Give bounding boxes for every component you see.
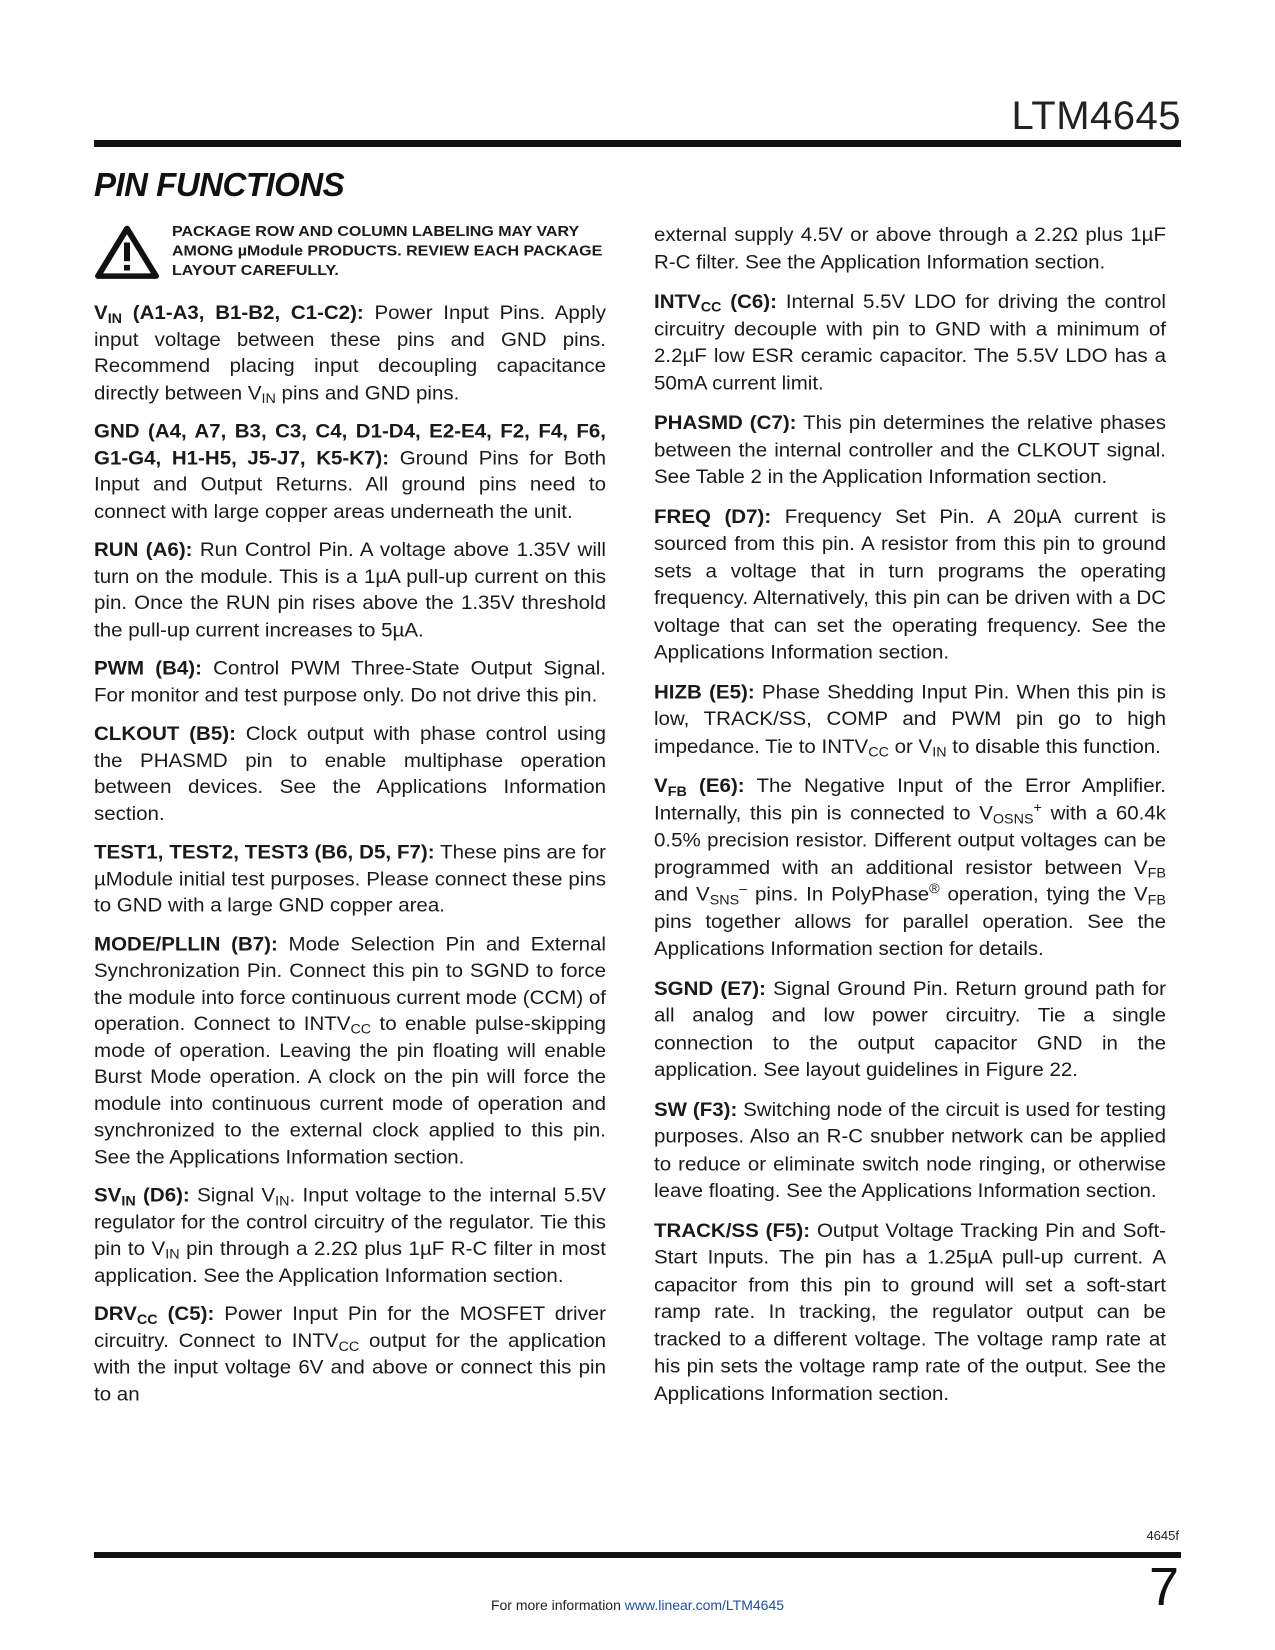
pin-entry-sw: SW (F3): Switching node of the circuit is used for testing purposes. Also an R-C snubber network can be applied to reduce or eliminate switch node ringing, or otherwise leave floating. See the Applications Information section.	[654, 1098, 1166, 1202]
page-number: 7	[1148, 1557, 1179, 1617]
pin-entry-svin: $SV_{IN}$ (D6): Signal $V_{IN}$. Input voltage to the internal 5.5V regulator for the control circuitry of the regulator. Tie this pin to $V_{IN}$ pin through a 2.2Ω plus 1µF R-C filter in most application. See the Application Information section.	[94, 1184, 606, 1287]
pin-entry-vin: $V_{IN}$ (A1-A3, B1-B2, C1-C2): Power Input Pins. Apply input voltage between these pins and GND pins. Recommend placing input decoupling capacitance directly between $V_{IN}$ pins and GND pins.	[94, 302, 607, 407]
pin-entry-mode-pllin: MODE/PLLIN (B7): Mode Selection Pin and External Synchronization Pin. Connect this pin to SGND to force the module into force continuous current mode (CCM) of operation. Connect to $INTV_{CC}$ to enable pulse-skipping mode of operation. Leaving the pin floating will enable Burst Mode operation. A clock on the pin will force the module into continuous current mode of operation and synchronized to the external clock applied to this pin. See the Applications Information section.	[94, 933, 606, 1168]
pin-entry-pwm: PWM (B4): Control PWM Three-State Output Signal. For monitor and test purpose only. Do not drive this pin.	[94, 657, 607, 706]
pin-entry-drvcc: $DRV_{CC}$ (C5): Power Input Pin for the MOSFET driver circuitry. Connect to $INTV_{CC}$ output for the application with the input voltage 6V and above or connect this pin to an	[94, 1303, 606, 1405]
pin-entry-phasmd: PHASMD (C7): This pin determines the relative phases between the internal controller and the CLKOUT signal. See Table 2 in the Application Information section.	[654, 411, 1167, 488]
section-title: PIN FUNCTIONS	[94, 166, 345, 203]
left-column	[94, 222, 606, 1420]
pin-entry-sgnd: SGND (E7): Signal Ground Pin. Return ground path for all analog and low power circuitry. Tie a single connection to the output capacitor GND in the application. See layout guidelines in Figure 22.	[654, 977, 1166, 1081]
footer-label: For more information	[490, 1597, 625, 1613]
pin-entry-intvcc: $INTV_{CC}$ (C6): Internal 5.5V LDO for driving the control circuitry decouple with pin to GND with a minimum of 2.2µF low ESR ceramic capacitor. The 5.5V LDO has a 50mA current limit.	[654, 290, 1166, 395]
pin-entry-clkout: CLKOUT (B5): Clock output with phase control using the PHASMD pin to enable multiphase operation between devices. See the Applications Information section.	[94, 723, 606, 825]
document-code: 4645f	[1146, 1528, 1179, 1543]
pin-entry-freq: FREQ (D7): Frequency Set Pin. A 20µA current is sourced from this pin. A resistor from this pin to ground sets a voltage that in turn programs the operating frequency. Alternatively, this pin can be driven with a DC voltage that can set the operating frequency. See the Applications Information section.	[654, 505, 1167, 664]
pin-entry-test: TEST1, TEST2, TEST3 (B6, D5, F7): These pins are for µModule initial test purposes. Please connect these pins to GND with a large GND copper area.	[94, 841, 606, 917]
footer-more-info	[0, 1597, 1275, 1613]
warning-triangle-icon	[94, 224, 160, 282]
warning-text: PACKAGE ROW AND COLUMN LABELING MAY VARY AMONG µModule PRODUCTS. REVIEW EACH PACKAGE LAYOUT CAREFULLY.	[172, 223, 603, 279]
right-column	[654, 222, 1166, 1420]
footer-rule	[94, 1552, 1181, 1558]
footer-link[interactable]: www.linear.com/LTM4645	[624, 1597, 785, 1613]
pin-entry-gnd: GND (A4, A7, B3, C3, C4, D1-D4, E2-E4, F2, F4, F6, G1-G4, H1-H5, J5-J7, K5-K7): Ground Pins for Both Input and Output Returns. All ground pins need to connect with large copper areas underneath the unit.	[94, 420, 606, 522]
pin-entry-run: RUN (A6): Run Control Pin. A voltage above 1.35V will turn on the module. This is a 1µA pull-up current on this pin. Once the RUN pin rises above the 1.35V threshold the pull-up current increases to 5µA.	[94, 539, 606, 641]
pin-entry-hizb: HIZB (E5): Phase Shedding Input Pin. When this pin is low, TRACK/SS, COMP and PWM pin go to high impedance. Tie to $INTV_{CC}$ or $V_{IN}$ to disable this function.	[654, 680, 1166, 761]
part-number-header: LTM4645	[1011, 94, 1181, 138]
pin-entry-drvcc-continued: external supply 4.5V or above through a 2.2Ω plus 1µF R-C filter. See the Application Information section.	[654, 223, 1166, 273]
warning-box	[94, 222, 606, 282]
header-rule	[94, 140, 1181, 147]
pin-entry-vfb: $V_{FB}$ (E6): The Negative Input of the Error Amplifier. Internally, this pin is connected to $V_{OSNS}^+$ with a 60.4k 0.5% precision resistor. Different output voltages can be programmed with an additional resistor between $V_{FB}$ and $V_{SNS}^-$ pins. In PolyPhase® operation, tying the $V_{FB}$ pins together allows for parallel operation. See the Applications Information section for details.	[654, 774, 1167, 960]
pin-entry-track-ss: TRACK/SS (F5): Output Voltage Tracking Pin and Soft-Start Inputs. The pin has a 1.25µA pull-up current. A capacitor from this pin to ground will set a soft-start ramp rate. In tracking, the regulator output can be tracked to a different voltage. The voltage ramp rate at his pin sets the voltage ramp rate of the output. See the Applications Information section.	[654, 1219, 1166, 1405]
